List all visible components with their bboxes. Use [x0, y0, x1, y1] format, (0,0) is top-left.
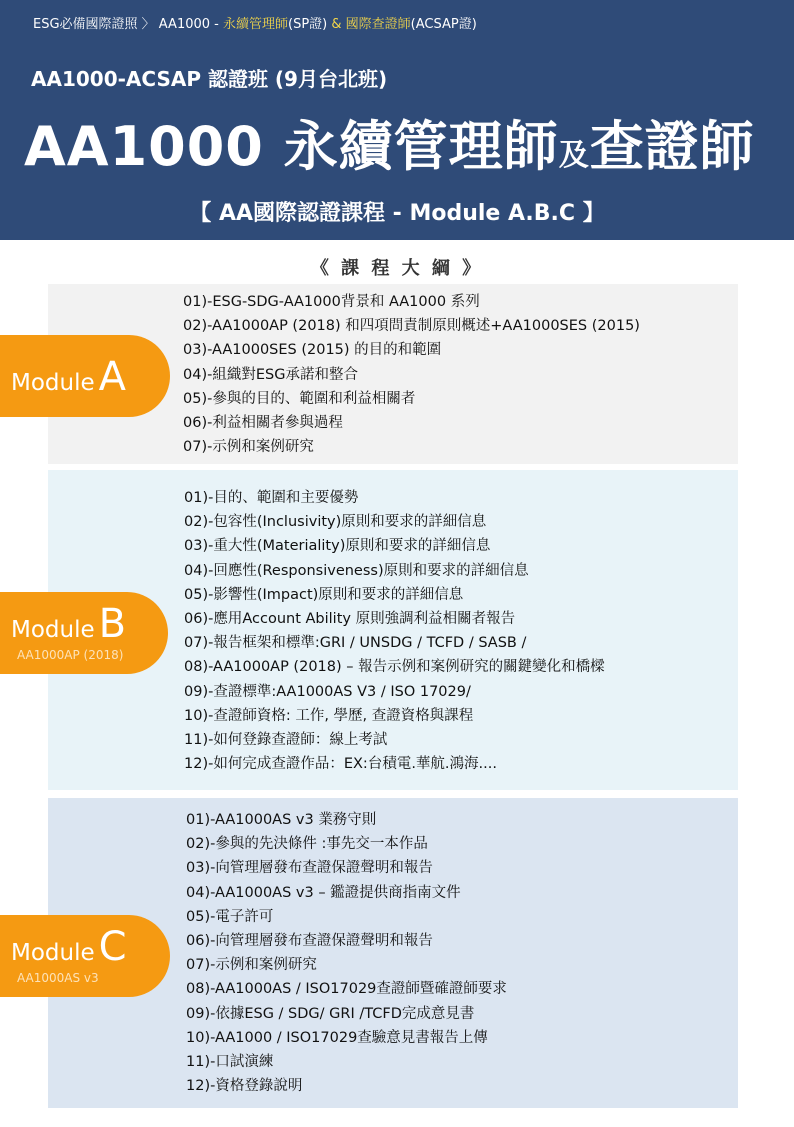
module-a-label-text: Module [11, 370, 95, 396]
list-item: 07)-示例和案例研究 [183, 439, 314, 456]
list-item: 03)-重大性(Materiality)原則和要求的詳細信息 [184, 538, 491, 555]
list-item: 04)-組織對ESG承諾和整合 [183, 366, 358, 383]
list-item: 02)-包容性(Inclusivity)原則和要求的詳細信息 [184, 514, 487, 531]
breadcrumb-part-1[interactable]: ESG必備國際證照 〉 AA1000 - [33, 17, 223, 32]
module-c-badge [0, 915, 170, 997]
list-item: 11)-口試演練 [186, 1053, 274, 1070]
list-item: 02)-參與的先決條件 :事先交一本作品 [186, 836, 428, 853]
list-item: 03)-向管理層發布查證保證聲明和報告 [186, 860, 433, 877]
list-item: 02)-AA1000AP (2018) 和四項問責制原則概述+AA1000SES (2015) [183, 318, 640, 335]
module-c-standard: AA1000AS v3 [17, 971, 99, 985]
list-item: 05)-參與的目的、範圍和利益相關者 [183, 390, 416, 407]
module-c-label [11, 924, 127, 970]
title-main: AA1000 永續管理師 [24, 115, 559, 178]
list-item: 11)-如何登錄查證師：線上考試 [184, 731, 388, 748]
title-end: 查證師 [589, 115, 755, 178]
module-b-badge [0, 592, 168, 674]
list-item: 07)-報告框架和標準:GRI / UNSDG / TCFD / SASB / [184, 635, 527, 652]
list-item: 05)-電子許可 [186, 908, 274, 925]
list-item: 08)-AA1000AS / ISO17029查證師暨確證師要求 [186, 981, 507, 998]
list-item: 01)-目的、範圍和主要優勢 [184, 490, 359, 506]
breadcrumb-highlight-2: & 國際查證師 [331, 17, 411, 32]
list-item: 03)-AA1000SES (2015) 的目的和範圍 [183, 342, 442, 359]
header-banner [0, 0, 794, 240]
list-item: 09)-查證標準:AA1000AS V3 / ISO 17029/ [184, 683, 471, 700]
list-item: 06)-向管理層發布查證保證聲明和報告 [186, 932, 433, 949]
course-tagline: 【 AA國際認證課程 - Module A.B.C 】 [189, 201, 605, 226]
breadcrumb-part-2: (SP證) [288, 17, 332, 32]
module-b-letter: B [98, 601, 127, 647]
list-item: 01)-AA1000AS v3 業務守則 [186, 812, 377, 828]
list-item: 10)-AA1000 / ISO17029查驗意見書報告上傳 [186, 1029, 488, 1046]
list-item: 09)-依據ESG / SDG/ GRI /TCFD完成意見書 [186, 1005, 475, 1022]
page-title [24, 104, 755, 181]
module-b-items [184, 486, 605, 776]
module-a-letter: A [98, 354, 127, 400]
module-a-items [183, 290, 640, 459]
list-item: 06)-利益相關者參與過程 [183, 414, 343, 431]
list-item: 06)-應用Account Ability 原則強調利益相關者報告 [184, 610, 516, 627]
list-item: 01)-ESG-SDG-AA1000背景和 AA1000 系列 [183, 294, 480, 310]
breadcrumb [33, 13, 477, 32]
outline-heading: 《 課 程 大 綱 》 [310, 258, 484, 279]
module-a-badge [0, 335, 170, 417]
breadcrumb-part-3: (ACSAP證) [410, 17, 477, 32]
course-subtitle: AA1000-ACSAP 認證班 (9月台北班) [31, 67, 388, 91]
module-b-standard: AA1000AP (2018) [17, 648, 124, 662]
module-c-items [186, 808, 507, 1098]
list-item: 12)-資格登錄說明 [186, 1078, 303, 1095]
title-small: 及 [558, 138, 590, 173]
module-b-label [11, 601, 127, 647]
list-item: 04)-AA1000AS v3 – 鑑證提供商指南文件 [186, 884, 461, 901]
list-item: 04)-回應性(Responsiveness)原則和要求的詳細信息 [184, 562, 529, 579]
list-item: 10)-查證師資格: 工作, 學歷, 查證資格與課程 [184, 707, 474, 724]
module-c-label-text: Module [11, 940, 95, 966]
breadcrumb-highlight-1: 永續管理師 [223, 17, 289, 32]
list-item: 05)-影響性(Impact)原則和要求的詳細信息 [184, 586, 464, 603]
module-a-label [11, 354, 127, 400]
list-item: 07)-示例和案例研究 [186, 957, 317, 974]
module-b-label-text: Module [11, 617, 95, 643]
list-item: 08)-AA1000AP (2018) – 報告示例和案例研究的關鍵變化和橋樑 [184, 659, 605, 676]
list-item: 12)-如何完成查證作品：EX:台積電.華航.鴻海.... [184, 756, 497, 773]
module-c-letter: C [98, 924, 127, 970]
